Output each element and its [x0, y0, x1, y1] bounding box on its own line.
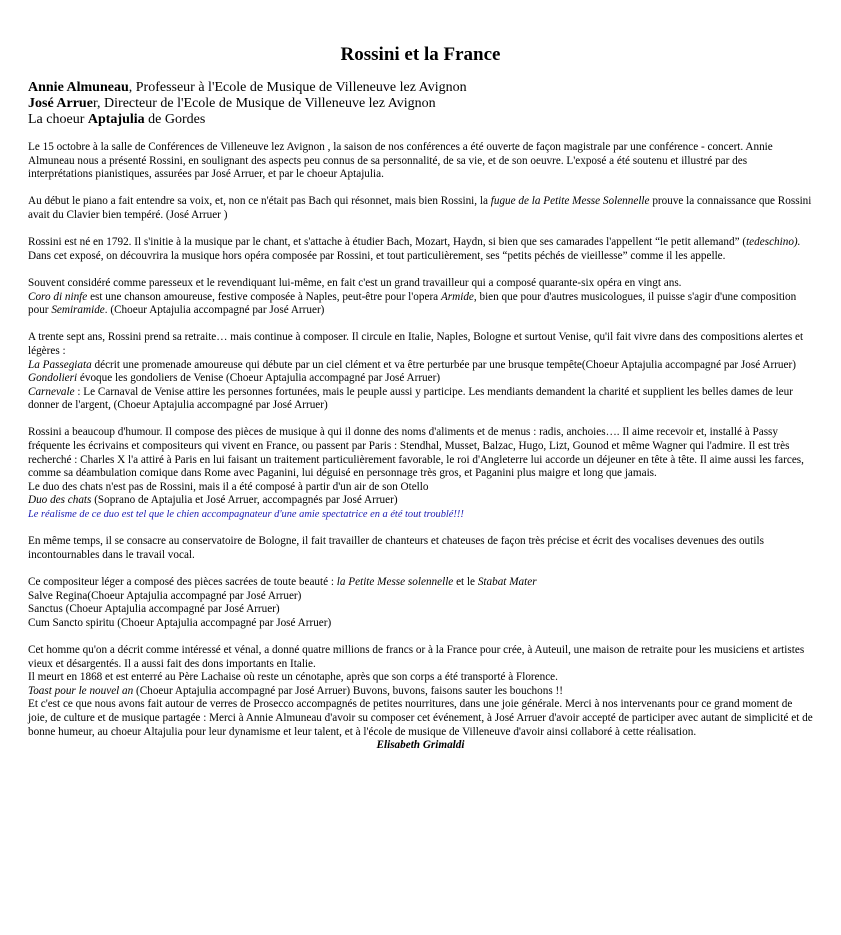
text: . (Choeur Aptajulia accompagné par José Arruer) — [104, 304, 325, 317]
text: (Soprano de Aptajulia et José Arruer, accompagnés par José Arruer) — [91, 494, 398, 507]
work-title: Coro di ninfe — [28, 290, 88, 303]
text: et le — [453, 576, 478, 588]
paragraph-birth — [28, 236, 813, 263]
italic-term: tedeschino). — [746, 236, 801, 249]
work-line — [28, 685, 813, 699]
author-name: Annie Almuneau — [28, 80, 129, 95]
authors-block — [28, 80, 813, 128]
work-title: La Passegiata — [28, 358, 92, 371]
text: prouve la connaissance que Rossini avait du Clavier bien tempéré. (José Arruer ) — [28, 195, 812, 221]
paragraph-retirement — [28, 331, 813, 413]
author-line-3 — [28, 112, 813, 128]
author-name: José Arrue — [28, 96, 93, 111]
text: Cet homme qu'on a décrit comme intéressé et vénal, a donné quatre millions de francs or à la France pour crée, à Auteuil, une maison de retraite pour les musiciens et artistes vieux et désargentés. Il a aussi fait des dons importants en Italie. — [28, 643, 805, 670]
choir-prefix: La choeur — [28, 112, 88, 127]
page-title: Rossini et la France — [340, 44, 501, 65]
work-title: fugue de la Petite Messe Solennelle — [490, 195, 650, 208]
text: Rossini est né en 1792. Il s'initie à la musique par le chant, et s'attache à étudier Bach, Mozart, Haydn, si bien que ses camarades l'appellent “le petit allemand” ( — [28, 236, 747, 249]
list-item: Cum Sancto spiritu (Choeur Aptajulia accompagné par José Arruer) — [28, 616, 332, 629]
work-line — [28, 494, 813, 508]
work-title: Gondolieri — [28, 372, 78, 385]
text: Il meurt en 1868 et est enterré au Père Lachaise où reste un cénotaphe, après que son corps a été transporté à Florence. — [28, 671, 558, 684]
blue-anecdote: Le réalisme de ce duo est tel que le chien accompagnateur d'une amie spectatrice en a été tout troublé!!! — [28, 509, 464, 521]
signature: Elisabeth Grimaldi — [376, 739, 465, 752]
paragraph-intro: Le 15 octobre à la salle de Conférences de Villeneuve lez Avignon , la saison de nos conférences a été ouverte de façon magistrale par une conférence - concert. Annie Almuneau nous a présenté Rossini, en soulignant des aspects peu connus de sa personnalité, de sa vie, et de son oeuvre. L'exposé a été soutenu et illustré par des interprétations pianistiques, assurées par José Arruer, et par le choeur Aptajulia. — [28, 141, 773, 181]
author-role: , Directeur de l'Ecole de Musique de Villeneuve lez Avignon — [97, 96, 436, 111]
text: Ce compositeur léger a composé des pièces sacrées de toute beauté : — [28, 576, 337, 588]
work-line — [28, 359, 813, 373]
work-line — [28, 386, 813, 413]
text: Et c'est ce que nous avons fait autour de verres de Prosecco accompagnés de petites nourritures, dans une joie générale. Merci à nos intervenants pour ce grand moment de joie, de culture et de musique partagée : Merci à Annie Almuneau d'avoir su composer cet événement, à José Arruer d'avoir accepté de participer avec autant de simplicité et de bonne humeur, au choeur Altajulia pour leur dynamisme et leur talent, et à l'école de musique de Villeneuve d'avoir ainsi collaboré à cette réalisation. — [28, 698, 813, 738]
paragraph-bologna: En même temps, il se consacre au conservatoire de Bologne, il fait travailler de chanteurs et chateuses de façon très précise et écrit des vocalises devenues des outils incontournables dans le travail vocal. — [28, 535, 764, 561]
paragraph-humour — [28, 426, 813, 521]
work-title: la Petite Messe solennelle — [336, 576, 454, 588]
work-title: Duo des chats — [28, 494, 92, 507]
work-title: Armide — [440, 290, 474, 303]
work-title: Carnevale — [28, 385, 75, 398]
paragraph-operas — [28, 277, 813, 318]
text: A trente sept ans, Rossini prend sa retraite… mais continue à composer. Il circule en Italie, Naples, Bologne et surtout Venise, qu'il fait vivre dans des compositions alertes et légères : — [28, 331, 804, 357]
text: Dans cet exposé, on découvrira la musique hors opéra composée par Rossini, et tout particulièrement, ses “petits péchés de vieillesse” comme il les appelle. — [28, 249, 726, 262]
paragraph-closing — [28, 644, 813, 739]
choir-suffix: de Gordes — [144, 112, 206, 127]
paragraph-piano — [28, 195, 813, 222]
author-line-1 — [28, 80, 813, 96]
work-title: Toast pour le nouvel an — [28, 684, 134, 697]
paragraph-sacred — [28, 576, 813, 630]
list-item: Sanctus (Choeur Aptajulia accompagné par José Arruer) — [28, 603, 280, 616]
text: (Choeur Aptajulia accompagné par José Arruer) Buvons, buvons, faisons sauter les bouchons !! — [133, 684, 563, 697]
text: , bien que pour d'autres musicologues, il puisse s'agir d'une composition pour — [28, 290, 797, 317]
text: Souvent considéré comme paresseux et le revendiquant lui-même, en fait c'est un grand travailleur qui a composé quarante-six opéra en vingt ans. — [28, 276, 682, 289]
text: Le duo des chats n'est pas de Rossini, mais il a été composé à partir d'un air de son Otello — [28, 480, 429, 493]
list-item: Salve Regina(Choeur Aptajulia accompagné par José Arruer) — [28, 589, 302, 602]
text: évoque les gondoliers de Venise (Choeur Aptajulia accompagné par José Arruer) — [77, 372, 441, 385]
text: : Le Carnaval de Venise attire les personnes fortunées, mais le peuple aussi y participe. Les mendiants demandent la charité et supplient les belles dames de leur donner de l'argent, (Choeur Aptajulia accompagné par José Arruer) — [28, 385, 793, 412]
text: est une chanson amoureuse, festive composée à Naples, peut-être pour l'opera — [87, 290, 441, 303]
author-name-suffix: r — [92, 96, 98, 111]
work-title: Stabat Mater — [477, 576, 537, 588]
choir-name: Aptajulia — [87, 112, 145, 127]
text: décrit une promenade amoureuse qui débute par un ciel clément et va être perturbée par une brusque tempête(Choeur Aptajulia accompagné par José Arruer) — [91, 358, 796, 371]
text: Rossini a beaucoup d'humour. Il compose des pièces de musique à qui il donne des noms d'aliments et de menus : radis, anchoies…. Il aime recevoir et, installé à Passy fréquente les écrivains et compositeurs qui vivent en France, ou passent par Paris : Stendhal, Musset, Balzac, Hugo, Lizt, Gounod et même Wagner qui l'admire. Il est très recherché : Charles X l'a attiré à Paris en lui faisant un traitement particulièrement favorable, le roi d'Angleterre lui accorde un déjeuner en tête à tête. Il aime aussi les farces, comme sa déambulation comique dans Rome avec Paganini, lui déguisé en personnage très gros, et Paganini plus maigre et long que jamais. — [28, 426, 804, 480]
work-title: Semiramide — [51, 304, 105, 317]
author-line-2 — [28, 96, 813, 112]
article-body — [28, 141, 813, 753]
work-line — [28, 372, 813, 386]
author-role: , Professeur à l'Ecole de Musique de Villeneuve lez Avignon — [128, 80, 467, 95]
sacred-intro — [28, 576, 813, 590]
text: Au début le piano a fait entendre sa voix, et, non ce n'était pas Bach qui résonnet, mais bien Rossini, la — [28, 195, 491, 208]
